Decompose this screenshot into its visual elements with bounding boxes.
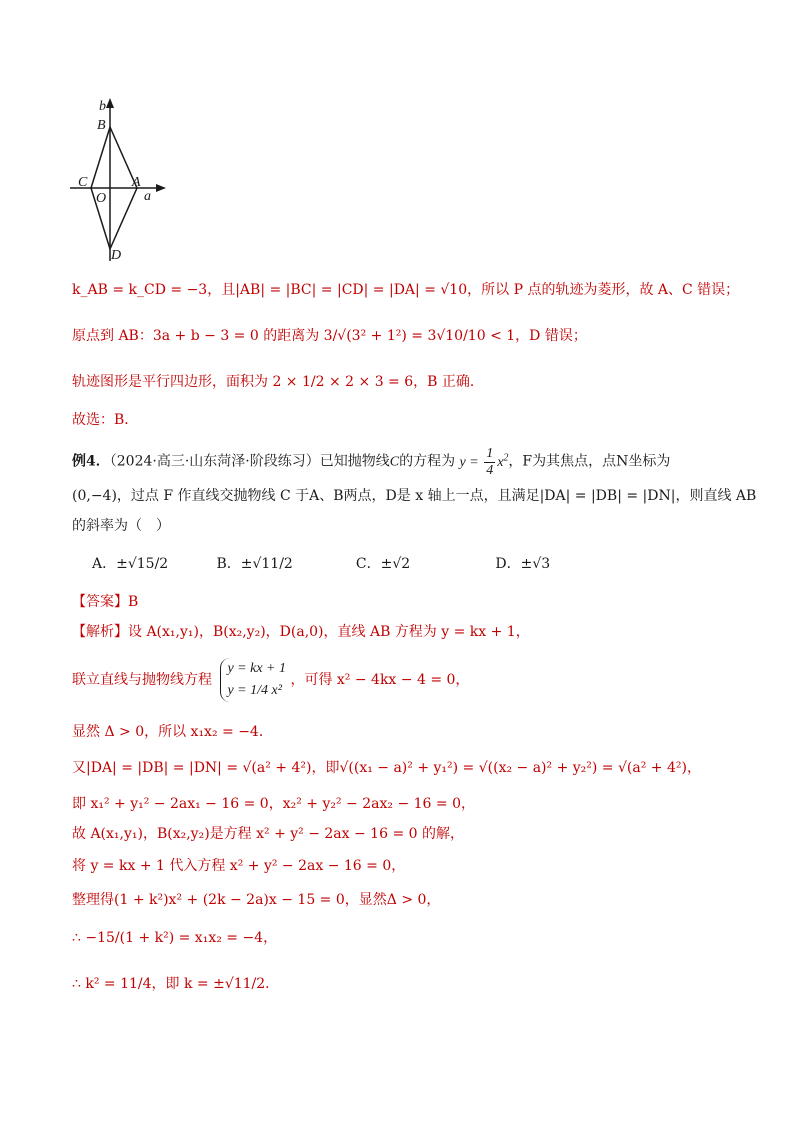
solution-line-8: 整理得(1 + k²)x² + (2k − 2a)x − 15 = 0，显然Δ > 0， — [72, 892, 441, 908]
label-a: a — [144, 189, 151, 204]
option-b: B．±√11/2 — [216, 556, 293, 572]
rhombus-diagram — [70, 96, 270, 266]
line-distance: 原点到 AB：3a + b − 3 = 0 的距离为 3/√(3² + 1²) = 3√10/10 < 1，D 错误； — [72, 328, 587, 344]
solution-line-3: 显然 Δ > 0，所以 x₁x₂ = −4． — [72, 724, 273, 740]
b-axis-arrow — [106, 98, 114, 108]
option-d: D．±√3 — [495, 556, 551, 572]
example-text-c: ，F为其焦点，点N坐标为 — [508, 453, 671, 470]
solution-line-2 — [72, 658, 469, 702]
label-O: O — [96, 191, 107, 206]
system-eq-2: y = 1/4 x² — [227, 683, 282, 698]
example-label: 例4． — [72, 453, 110, 470]
equation-system — [220, 658, 286, 702]
solution-text-2b: ，可得 x² − 4kx − 4 = 0， — [290, 672, 470, 688]
option-c: C．±√2 — [355, 556, 411, 572]
label-b: b — [99, 99, 106, 114]
example-line-2: (0,−4)，过点 F 作直线交抛物线 C 于A、B两点，D是 x 轴上一点，且满足|DA| = |DB| = |DN|，则直线 AB — [72, 488, 757, 504]
example-line-3: 的斜率为（ ） — [72, 518, 170, 534]
options — [92, 553, 550, 573]
a-axis-arrow — [156, 184, 166, 192]
solution-line-9: ∴ −15/(1 + k²) = x₁x₂ = −4， — [72, 930, 278, 946]
example-source: （2024·高三·山东菏泽·阶段练习）已知抛物线 — [109, 453, 390, 470]
label-C: C — [78, 175, 88, 190]
solution-text-2a: 联立直线与抛物线方程 — [72, 672, 212, 688]
curve-c: C — [389, 454, 400, 470]
solution-label: 【解析】 — [72, 624, 128, 640]
solution-line-6: 故 A(x₁,y₁)，B(x₂,y₂)是方程 x² + y² − 2ax − 16 = 0 的解， — [72, 826, 464, 842]
label-A: A — [132, 175, 141, 190]
answer: 【答案】B — [72, 594, 139, 610]
solution-line-7: 将 y = kx + 1 代入方程 x² + y² − 2ax − 16 = 0， — [72, 858, 406, 874]
line-area: 轨迹图形是平行四边形，面积为 2 × 1/2 × 2 × 3 = 6，B 正确． — [72, 374, 484, 390]
solution-line-10: ∴ k² = 11/4，即 k = ±√11/2． — [72, 976, 280, 992]
line-slopes: k_AB = k_CD = −3，且|AB| = |BC| = |CD| = |DA| = √10，所以 P 点的轨迹为菱形，故 A、C 错误； — [72, 282, 740, 298]
option-a: A．±√15/2 — [92, 556, 169, 572]
example-heading — [72, 446, 670, 479]
solution-line-5: 即 x₁² + y₁² − 2ax₁ − 16 = 0，x₂² + y₂² − 2ax₂ − 16 = 0， — [72, 796, 475, 812]
solution-line-1 — [72, 622, 530, 642]
line-choice: 故选：B． — [72, 412, 139, 428]
solution-line-4: 又|DA| = |DB| = |DN| = √(a² + 4²)，即√((x₁ − a)² + y₁²) = √((x₂ − a)² + y₂²) = √(a² + 4²)， — [72, 760, 701, 776]
system-eq-1: y = kx + 1 — [227, 661, 286, 676]
parabola-eq: y = $\frac{1}{4}$ $x^2$ — [459, 446, 509, 478]
solution-text-1: 设 A(x₁,y₁)，B(x₂,y₂)，D(a,0)，直线 AB 方程为 y = kx + 1， — [128, 624, 530, 640]
label-B: B — [97, 118, 106, 133]
example-text-b: 的方程为 — [399, 453, 456, 470]
label-D: D — [111, 248, 122, 263]
